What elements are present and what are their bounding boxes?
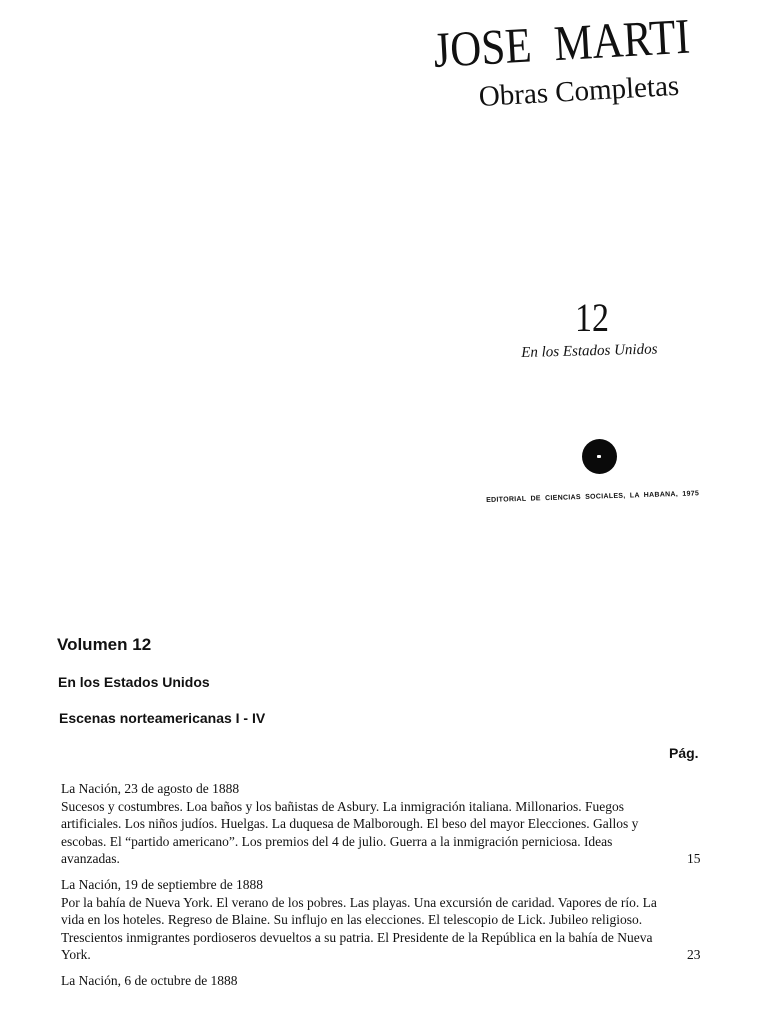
volume-number: 12: [575, 295, 609, 340]
volume-subtitle: En los Estados Unidos: [521, 341, 658, 361]
publisher-logo-icon: [582, 439, 617, 474]
toc-entry-source: La Nación, 19 de septiembre de 1888: [61, 877, 264, 893]
toc-entry: [61, 876, 721, 963]
toc-entry: [61, 972, 721, 989]
toc-subsection-heading: Escenas norteamericanas I - IV: [59, 710, 266, 726]
toc-entry-summary: Por la bahía de Nueva York. El verano de los pobres. Las playas. Una excursión de caridad. Vapores de río. La vida en los hoteles. Regreso de Blaine. Su influjo en las elecciones. El telescopio de Lick. Jubileo religioso. Trescientos inmigrantes pordioseros devueltos a su patria. El Presidente de la República en la bahía de Nueva York.: [61, 895, 657, 963]
toc-entries: [61, 780, 721, 998]
toc-entry-source: La Nación, 6 de octubre de 1888: [61, 973, 238, 989]
toc-entry-source: La Nación, 23 de agosto de 1888: [61, 781, 240, 796]
toc-entry-page-number: 15: [687, 850, 701, 866]
toc-volume-heading: Volumen 12: [57, 635, 152, 654]
toc-entry-page-number: 23: [687, 947, 701, 963]
toc-entry: [61, 780, 721, 867]
book-author: JOSE MARTI: [431, 7, 692, 78]
toc-page-column-label: Pág.: [669, 745, 699, 761]
toc-section-heading: En los Estados Unidos: [58, 674, 210, 690]
toc-entry-summary: Sucesos y costumbres. Loa baños y los bañistas de Asbury. La inmigración italiana. Millonarios. Fuegos artificiales. Los niños judíos. Huelgas. La duquesa de Malborough. El beso del mayor Elecciones. Gallos y escobas. El “partido americano”. Los premios del 4 de julio. Guerra a la inmigración perniciosa. Ideas avanzadas.: [61, 799, 639, 866]
book-series-title: Obras Completas: [477, 69, 680, 113]
publisher-line: EDITORIAL DE CIENCIAS SOCIALES, LA HABANA, 1975: [486, 490, 700, 504]
